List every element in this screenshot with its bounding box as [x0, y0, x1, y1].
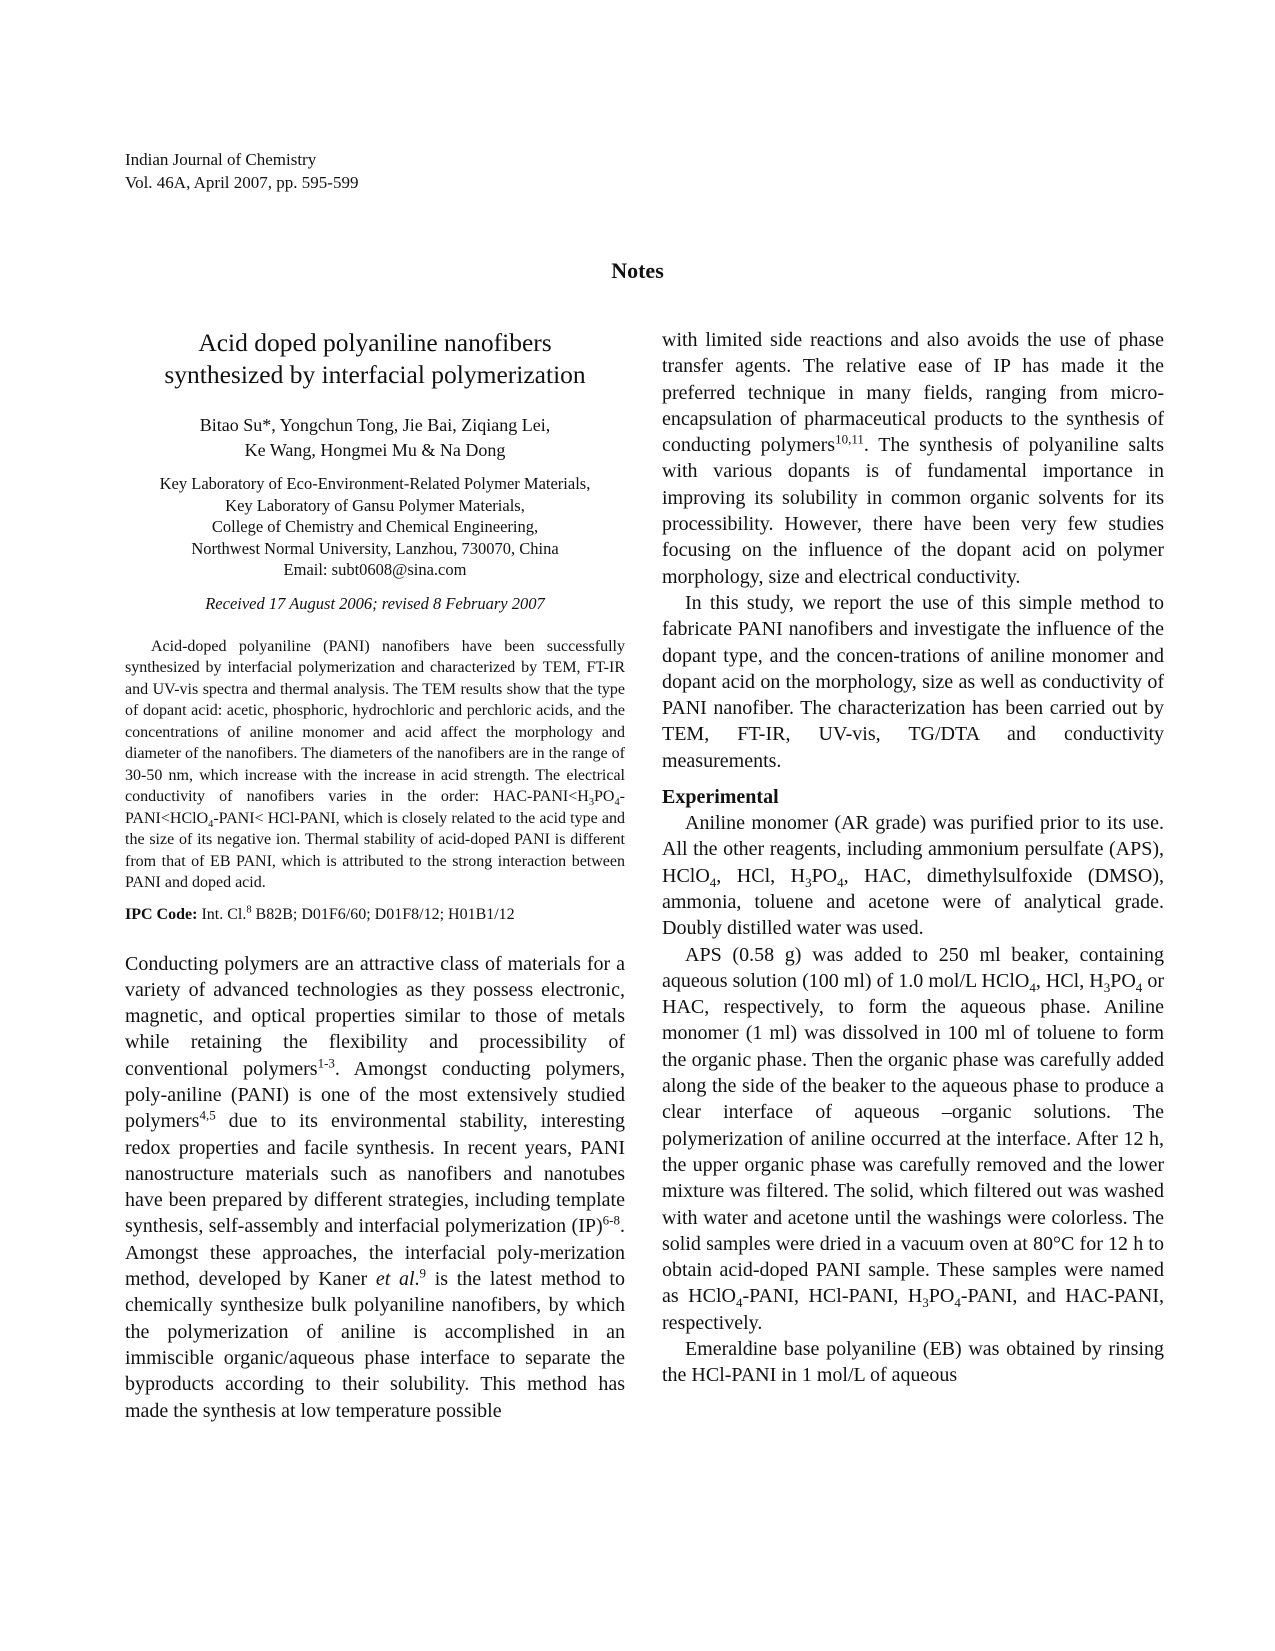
section-title: Notes [611, 258, 664, 283]
paper-title [125, 327, 625, 391]
title-line-1: Acid doped polyaniline nanofibers [198, 328, 552, 357]
journal-name: Indian Journal of Chemistry [125, 150, 317, 169]
email: Email: subt0608@sina.com [283, 560, 467, 579]
affiliation-line: Northwest Normal University, Lanzhou, 730070, China [191, 538, 559, 558]
journal-volume: Vol. 46A, April 2007, pp. 595-599 [125, 173, 359, 192]
affiliation-line: Key Laboratory of Eco-Environment-Related Polymer Materials, [159, 474, 591, 493]
affiliation [125, 473, 625, 581]
experimental-paragraph: Aniline monomer (AR grade) was purified prior to its use. All the other reagents, including ammonium persulfate (APS), HClO$_4$, HCl, $H_3PO_4$, HAC, dimethylsulfoxide (DMSO), ammonia, toluene and acetone were of analytical grade. Doubly distilled water was used. [662, 812, 1164, 940]
right-column [662, 327, 1164, 1389]
experimental-paragraph: Emeraldine base polyaniline (EB) was obtained by rinsing the HCl-PANI in 1 mol/L of aqueous [662, 1337, 1164, 1387]
affiliation-line: College of Chemistry and Chemical Engineering, [211, 517, 539, 536]
ipc-code: IPC Code: Int. Cl.$^8$ B82B; D01F6/60; D01F8/12; H01B1/12 [125, 904, 515, 923]
title-line-2: synthesized by interfacial polymerization [164, 360, 586, 389]
abstract: Acid-doped polyaniline (PANI) nanofibers have been successfully synthesized by interfacial polymerization and characterized by TEM, FT-IR and UV-vis spectra and thermal analysis. The TEM results show that the type of dopant acid: acetic, phosphoric, hydrochloric and perchloric acids, and the concentrations of aniline monomer and acid affect the morphology and diameter of the nanofibers. The diameters of the nanofibers are in the range of 30-50 nm, which increase with the increase in acid strength. The electrical conductivity of nanofibers varies in the order: HAC-$PANI<H_3PO_4-PANI<HClO_4-PANI<$ HCl-PANI, which is closely related to the acid type and the size of its negative ion. Thermal stability of acid-doped PANI is different from that of EB PANI, which is attributed to the strong interaction between PANI and doped acid. [125, 637, 625, 891]
experimental-paragraph: APS (0.58 g) was added to 250 ml beaker, containing aqueous solution (100 ml) of 1.0 mol/L HClO$_4$, HCl, $H_3PO_4$ or HAC, respectively, to form the aqueous phase. Aniline monomer (1 ml) was dissolved in 100 ml of toluene to form the organic phase. Then the organic phase was carefully added along the side of the beaker to the aqueous phase to produce a clear interface of aqueous –organic solutions. The polymerization of aniline occurred at the interface. After 12 h, the upper organic phase was carefully removed and the lower mixture was filtered. The solid, which filtered out was washed with water and acetone until the washings were colorless. The solid samples were dried in a vacuum oven at 80°C for 12 h to obtain acid-doped PANI sample. These samples were named as HClO$_4$-PANI, HCl-PANI, $H_3PO_4$-PANI, and HAC-PANI, respectively. [662, 943, 1164, 1334]
journal-header [125, 148, 358, 194]
received-dates: Received 17 August 2006; revised 8 February 2007 [205, 593, 545, 613]
authors-line-1: Bitao Su*, Yongchun Tong, Jie Bai, Ziqiang Lei, [199, 415, 551, 435]
affiliation-line: Key Laboratory of Gansu Polymer Materials, [225, 495, 525, 515]
body-paragraph: with limited side reactions and also avoids the use of phase transfer agents. The relative ease of IP has made it the preferred technique in many fields, ranging from micro-encapsulation of pharmaceutical products to the synthesis of conducting polymers$^{10,11}$. The synthesis of polyaniline salts with various dopants is of fundamental importance in improving its solubility in common organic solvents for its processibility. However, there have been very few studies focusing on the influence of the dopant acid on polymer morphology, size and electrical conductivity. [662, 329, 1164, 588]
section-heading-experimental: Experimental [662, 786, 779, 809]
introduction-paragraph: Conducting polymers are an attractive class of materials for a variety of advanced technologies as they possess electronic, magnetic, and optical properties similar to those of metals while retaining the flexibility and processibility of conventional polymers$^{1-3}$. Amongst conducting polymers, poly-aniline (PANI) is one of the most extensively studied polymers$^{4,5}$ due to its environmental stability, interesting redox properties and facile synthesis. In recent years, PANI nanostructure materials such as nanofibers and nanotubes have been prepared by different strategies, including template synthesis, self-assembly and interfacial polymerization (IP)$^{6-8}$. Amongst these approaches, the interfacial poly-merization method, developed by Kaner et al.$^9$ is the latest method to chemically synthesize bulk polyaniline nanofibers, by which the polymerization of aniline is accomplished in an immiscible organic/aqueous phase interface to separate the byproducts according to their solubility. This method has made the synthesis at low temperature possible [125, 952, 625, 1422]
left-column [125, 327, 625, 1424]
authors-line-2: Ke Wang, Hongmei Mu & Na Dong [244, 440, 506, 460]
author-list [125, 413, 625, 463]
body-paragraph: In this study, we report the use of this simple method to fabricate PANI nanofibers and investigate the influence of the dopant type, and the concen-trations of aniline monomer and dopant acid on the morphology, size as well as conductivity of PANI nanofiber. The characterization has been carried out by TEM, FT-IR, UV-vis, TG/DTA and conductivity measurements. [662, 591, 1164, 772]
